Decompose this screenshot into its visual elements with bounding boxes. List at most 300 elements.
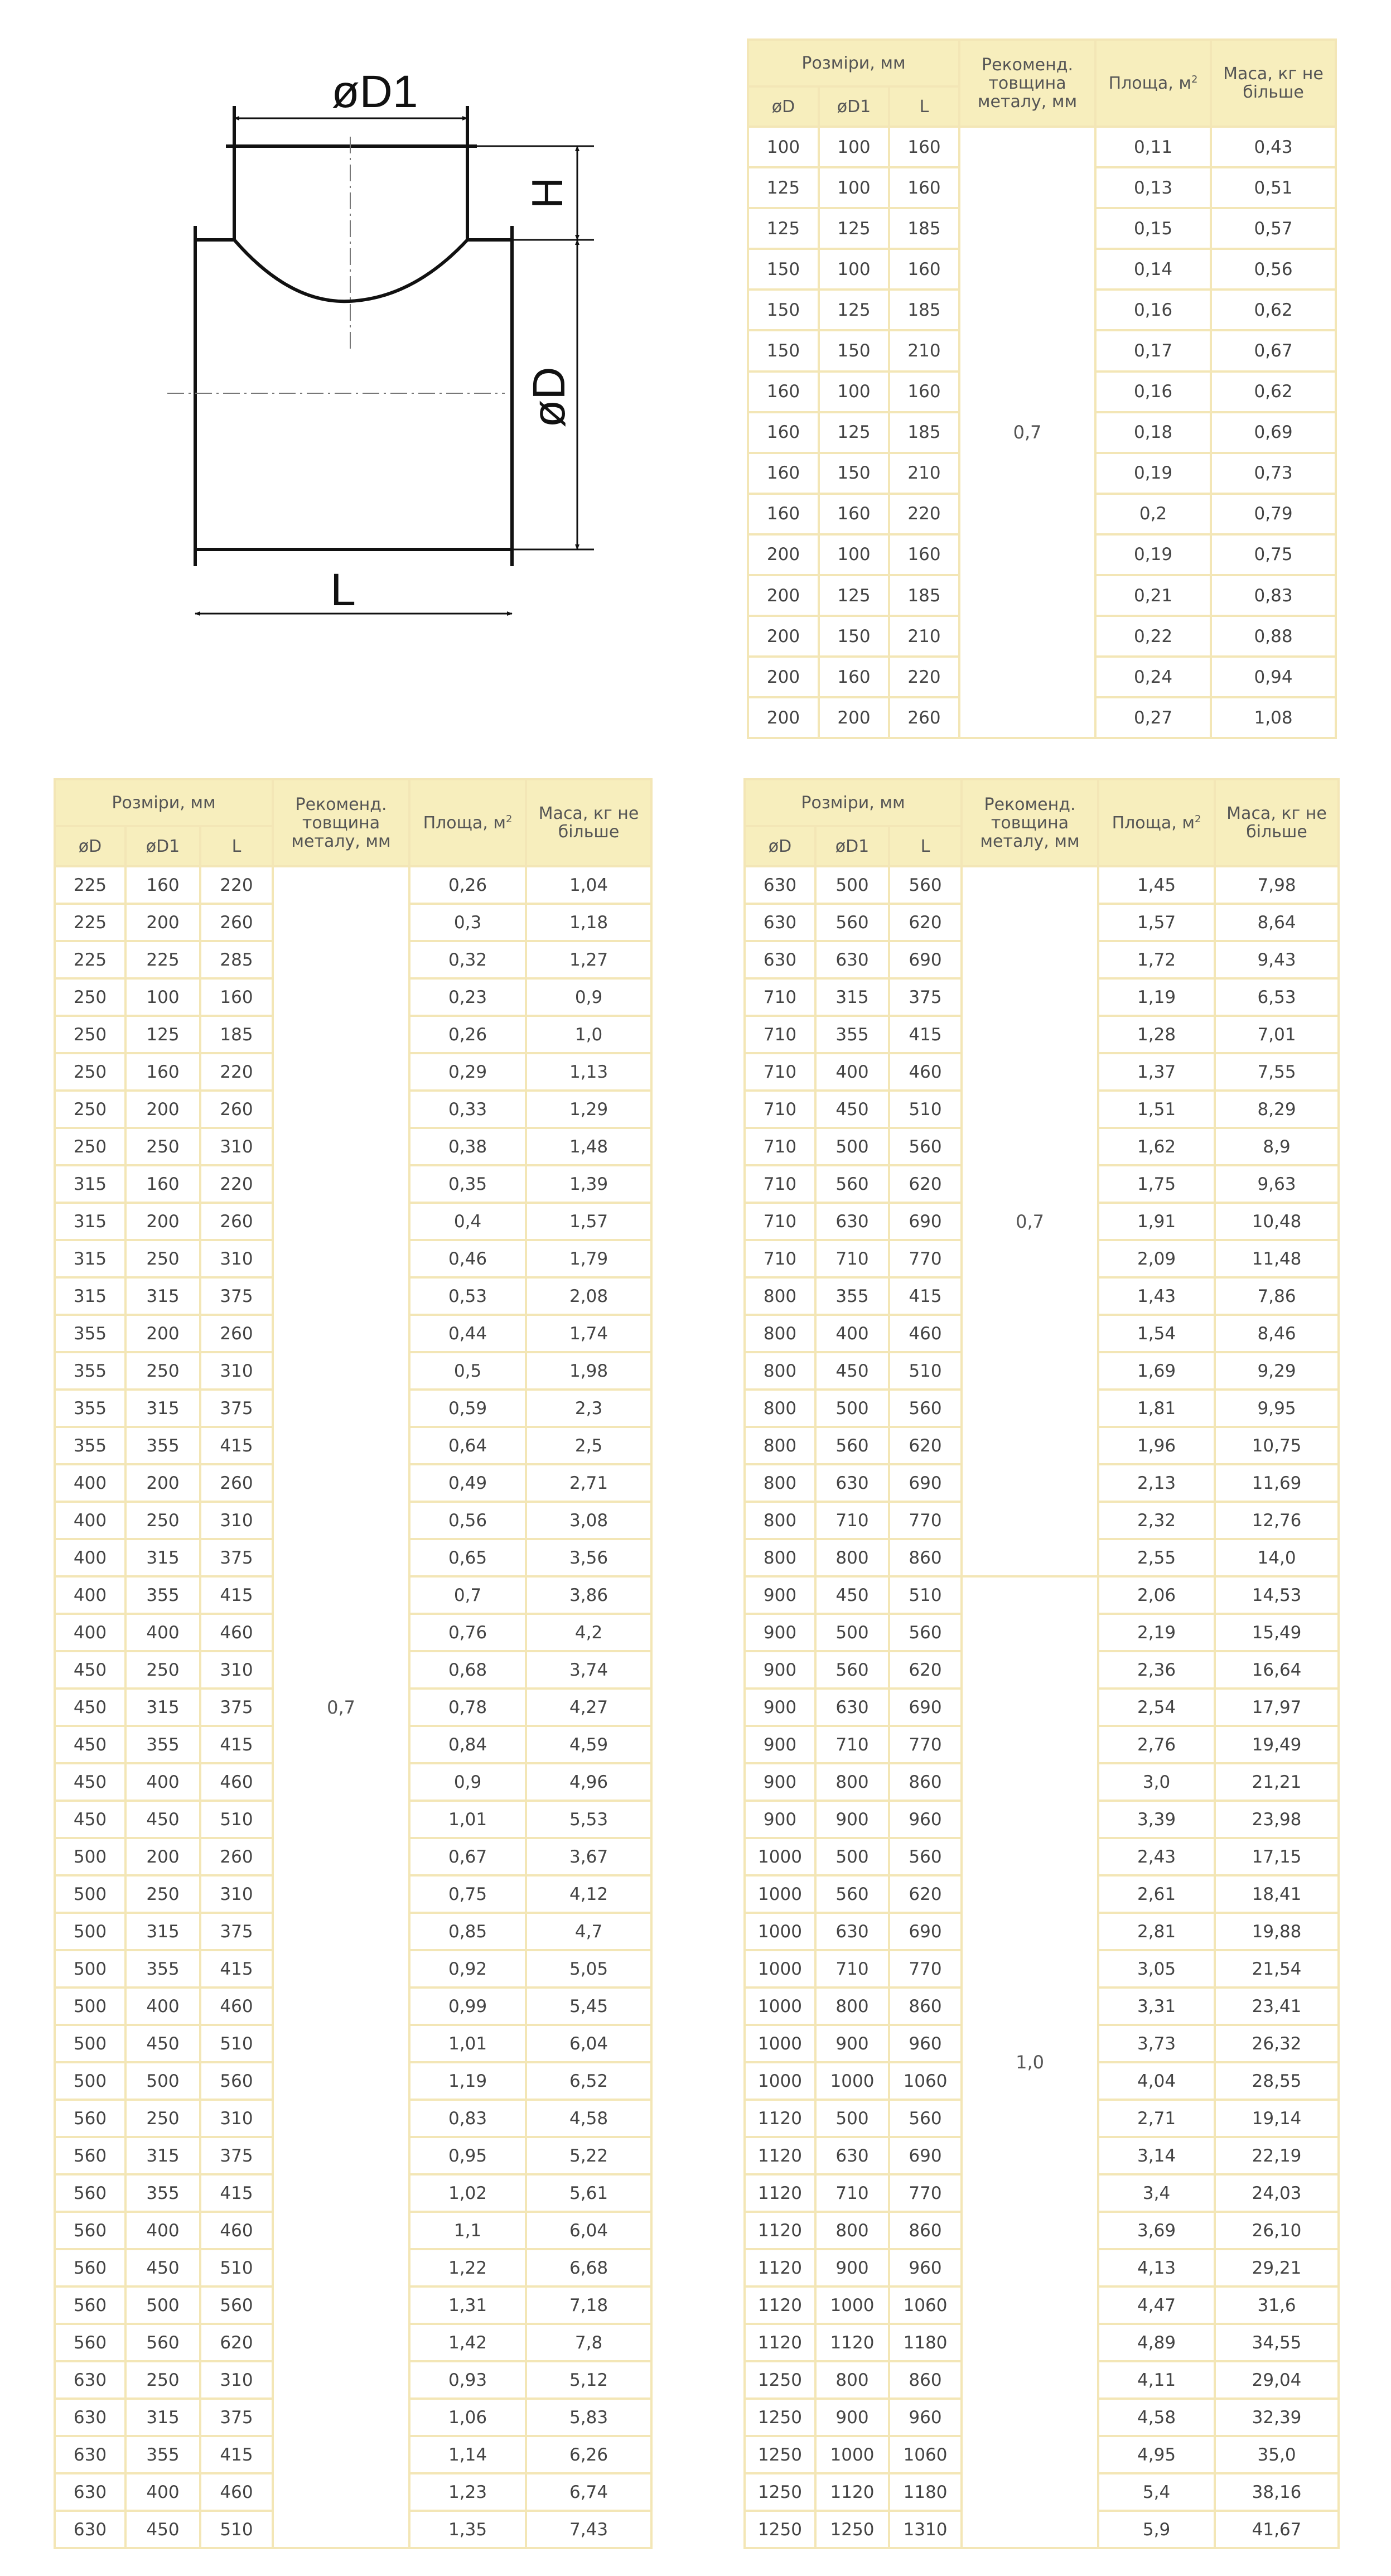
cell-d: 800: [745, 1352, 815, 1390]
cell-d1: 225: [125, 941, 200, 978]
cell-area: 0,5: [409, 1352, 526, 1390]
cell-mass: 18,41: [1215, 1875, 1339, 1913]
d-header: øD: [55, 826, 125, 866]
cell-d1: 560: [815, 1427, 889, 1464]
cell-area: 2,06: [1098, 1576, 1215, 1614]
cell-area: 0,56: [409, 1502, 526, 1539]
cell-area: 0,29: [409, 1053, 526, 1091]
cell-d1: 1120: [815, 2324, 889, 2361]
cell-d1: 315: [125, 1913, 200, 1950]
cell-d: 1000: [745, 1988, 815, 2025]
cell-mass: 24,03: [1215, 2174, 1339, 2212]
cell-d: 800: [745, 1390, 815, 1427]
cell-mass: 4,7: [526, 1913, 651, 1950]
cell-d1: 800: [815, 1763, 889, 1801]
cell-d: 1120: [745, 2249, 815, 2286]
cell-l: 510: [889, 1576, 962, 1614]
tee-fitting-drawing: [0, 0, 725, 725]
cell-mass: 0,88: [1211, 616, 1336, 657]
d1-header: øD1: [819, 86, 889, 127]
cell-area: 0,49: [409, 1464, 526, 1502]
cell-d: 630: [745, 866, 815, 904]
cell-area: 3,0: [1098, 1763, 1215, 1801]
cell-l: 960: [889, 2399, 962, 2436]
branch-pipe-outline: [226, 106, 477, 240]
cell-area: 1,54: [1098, 1315, 1215, 1352]
cell-area: 0,16: [1095, 290, 1211, 330]
cell-mass: 11,69: [1215, 1464, 1339, 1502]
cell-l: 860: [889, 1988, 962, 2025]
cell-l: 510: [200, 2511, 273, 2548]
cell-l: 510: [200, 2249, 273, 2286]
cell-mass: 29,21: [1215, 2249, 1339, 2286]
cell-area: 0,92: [409, 1950, 526, 1988]
cell-area: 0,19: [1095, 534, 1211, 575]
cell-d: 355: [55, 1315, 125, 1352]
cell-area: 2,19: [1098, 1614, 1215, 1651]
cell-d1: 315: [815, 978, 889, 1016]
cell-l: 375: [200, 1277, 273, 1315]
cell-d1: 200: [125, 1315, 200, 1352]
cell-mass: 3,86: [526, 1576, 651, 1614]
cell-mass: 6,74: [526, 2473, 651, 2511]
cell-d1: 560: [815, 1651, 889, 1689]
cell-l: 160: [889, 372, 959, 412]
cell-mass: 0,57: [1211, 208, 1336, 249]
cell-d1: 125: [819, 290, 889, 330]
cell-mass: 4,58: [526, 2100, 651, 2137]
cell-area: 0,76: [409, 1614, 526, 1651]
cell-d1: 500: [815, 1614, 889, 1651]
cell-area: 0,95: [409, 2137, 526, 2174]
cell-area: 2,32: [1098, 1502, 1215, 1539]
cell-mass: 8,64: [1215, 904, 1339, 941]
main-body-outline: [195, 226, 512, 566]
cell-l: 375: [200, 1689, 273, 1726]
cell-d1: 355: [125, 1576, 200, 1614]
cell-d1: 355: [125, 1726, 200, 1763]
cell-area: 1,01: [409, 2025, 526, 2062]
cell-d: 560: [55, 2286, 125, 2324]
cell-mass: 23,98: [1215, 1801, 1339, 1838]
table-row: [745, 1576, 1339, 1614]
area-header: Площа, $м^2$: [1098, 779, 1215, 866]
cell-d1: 315: [125, 1277, 200, 1315]
cell-mass: 15,49: [1215, 1614, 1339, 1651]
cell-d: 160: [748, 494, 819, 534]
cell-l: 460: [200, 2212, 273, 2249]
cell-d1: 560: [815, 1165, 889, 1203]
cell-d: 900: [745, 1614, 815, 1651]
cell-mass: 3,74: [526, 1651, 651, 1689]
cell-area: 1,31: [409, 2286, 526, 2324]
label-d1: øD1: [331, 66, 418, 117]
cell-l: 960: [889, 1801, 962, 1838]
cell-d1: 160: [125, 866, 200, 904]
cell-mass: 1,79: [526, 1240, 651, 1277]
cell-area: 4,58: [1098, 2399, 1215, 2436]
cell-mass: 10,75: [1215, 1427, 1339, 1464]
cell-d1: 900: [815, 2399, 889, 2436]
cell-d: 225: [55, 904, 125, 941]
cell-l: 220: [200, 866, 273, 904]
cell-d1: 710: [815, 1502, 889, 1539]
cell-d1: 160: [819, 494, 889, 534]
cell-l: 210: [889, 453, 959, 494]
cell-l: 860: [889, 2361, 962, 2399]
cell-l: 285: [200, 941, 273, 978]
cell-d1: 400: [125, 2212, 200, 2249]
cell-d: 1120: [745, 2100, 815, 2137]
cell-area: 0,11: [1095, 127, 1211, 167]
cell-l: 415: [200, 2174, 273, 2212]
cell-d: 560: [55, 2174, 125, 2212]
cell-d1: 1000: [815, 2436, 889, 2473]
cell-d1: 100: [125, 978, 200, 1016]
cell-d: 800: [745, 1427, 815, 1464]
cell-mass: 0,94: [1211, 657, 1336, 697]
cell-l: 690: [889, 1913, 962, 1950]
cell-mass: 7,18: [526, 2286, 651, 2324]
cell-area: 4,11: [1098, 2361, 1215, 2399]
cell-d1: 800: [815, 2212, 889, 2249]
cell-d: 1000: [745, 2025, 815, 2062]
cell-d: 630: [55, 2511, 125, 2548]
cell-mass: 29,04: [1215, 2361, 1339, 2399]
cell-mass: 1,27: [526, 941, 651, 978]
cell-mass: 6,68: [526, 2249, 651, 2286]
cell-mass: 1,74: [526, 1315, 651, 1352]
thickness-header: Рекоменд. товщина металу, мм: [959, 40, 1095, 127]
cell-d: 200: [748, 697, 819, 738]
cell-area: 1,37: [1098, 1053, 1215, 1091]
cell-mass: 6,52: [526, 2062, 651, 2100]
cell-d1: 160: [125, 1165, 200, 1203]
cell-d: 500: [55, 1913, 125, 1950]
cell-d1: 250: [125, 1240, 200, 1277]
cell-d: 630: [55, 2436, 125, 2473]
cell-d1: 100: [819, 167, 889, 208]
cell-area: 0,23: [409, 978, 526, 1016]
cell-d: 450: [55, 1689, 125, 1726]
cell-area: 2,43: [1098, 1838, 1215, 1875]
cell-l: 510: [200, 1801, 273, 1838]
cell-area: 0,19: [1095, 453, 1211, 494]
cell-d: 500: [55, 1875, 125, 1913]
d-header: øD: [748, 86, 819, 127]
cell-mass: 5,22: [526, 2137, 651, 2174]
cell-d1: 355: [815, 1277, 889, 1315]
cell-d: 1120: [745, 2324, 815, 2361]
cell-d1: 630: [815, 1203, 889, 1240]
cell-mass: 0,67: [1211, 330, 1336, 371]
cell-l: 1180: [889, 2324, 962, 2361]
cell-d: 1000: [745, 2062, 815, 2100]
cell-d1: 250: [125, 1502, 200, 1539]
cell-thickness: 1,0: [962, 1576, 1098, 2548]
cell-area: 0,18: [1095, 412, 1211, 453]
cell-d: 315: [55, 1240, 125, 1277]
cell-area: 2,81: [1098, 1913, 1215, 1950]
cell-l: 220: [889, 494, 959, 534]
cell-l: 260: [200, 1315, 273, 1352]
cell-d1: 500: [125, 2286, 200, 2324]
cell-d1: 355: [125, 1950, 200, 1988]
cell-d1: 500: [125, 2062, 200, 2100]
cell-d1: 800: [815, 1539, 889, 1576]
cell-l: 560: [200, 2062, 273, 2100]
cell-d1: 1000: [815, 2286, 889, 2324]
cell-area: 0,26: [409, 1016, 526, 1053]
cell-l: 620: [889, 1165, 962, 1203]
cell-mass: 11,48: [1215, 1240, 1339, 1277]
cell-d1: 250: [125, 1875, 200, 1913]
cell-d1: 500: [815, 2100, 889, 2137]
cell-mass: 4,2: [526, 1614, 651, 1651]
cell-mass: 21,21: [1215, 1763, 1339, 1801]
cell-area: 4,89: [1098, 2324, 1215, 2361]
cell-d1: 200: [125, 1838, 200, 1875]
cell-l: 415: [200, 1576, 273, 1614]
cell-area: 1,81: [1098, 1390, 1215, 1427]
cell-area: 1,22: [409, 2249, 526, 2286]
cell-l: 310: [200, 1128, 273, 1165]
cell-area: 0,38: [409, 1128, 526, 1165]
area-header: Площа, $м^2$: [409, 779, 526, 866]
cell-l: 210: [889, 330, 959, 371]
cell-d: 400: [55, 1464, 125, 1502]
cell-mass: 8,9: [1215, 1128, 1339, 1165]
cell-d1: 200: [125, 1091, 200, 1128]
cell-mass: 23,41: [1215, 1988, 1339, 2025]
cell-mass: 7,8: [526, 2324, 651, 2361]
cell-d1: 500: [815, 866, 889, 904]
cell-d1: 710: [815, 1240, 889, 1277]
cell-mass: 28,55: [1215, 2062, 1339, 2100]
cell-l: 185: [889, 412, 959, 453]
cell-d1: 630: [815, 941, 889, 978]
cell-l: 620: [889, 1427, 962, 1464]
cell-area: 0,78: [409, 1689, 526, 1726]
cell-mass: 26,32: [1215, 2025, 1339, 2062]
cell-mass: 41,67: [1215, 2511, 1339, 2548]
cell-d1: 500: [815, 1128, 889, 1165]
cell-mass: 14,53: [1215, 1576, 1339, 1614]
cell-d: 560: [55, 2137, 125, 2174]
cell-area: 1,23: [409, 2473, 526, 2511]
cell-l: 620: [200, 2324, 273, 2361]
center-lines: [167, 137, 505, 393]
cell-d: 800: [745, 1277, 815, 1315]
cell-l: 460: [889, 1315, 962, 1352]
cell-area: 0,33: [409, 1091, 526, 1128]
cell-l: 185: [200, 1016, 273, 1053]
cell-mass: 5,83: [526, 2399, 651, 2436]
cell-area: 3,39: [1098, 1801, 1215, 1838]
cell-area: 0,2: [1095, 494, 1211, 534]
cell-l: 260: [200, 1203, 273, 1240]
thickness-header: Рекоменд. товщина металу, мм: [962, 779, 1098, 866]
cell-area: 1,14: [409, 2436, 526, 2473]
cell-area: 2,36: [1098, 1651, 1215, 1689]
cell-d1: 500: [815, 1390, 889, 1427]
cell-d: 1250: [745, 2399, 815, 2436]
cell-d1: 315: [125, 1539, 200, 1576]
cell-d1: 1250: [815, 2511, 889, 2548]
cell-mass: 3,67: [526, 1838, 651, 1875]
cell-mass: 0,43: [1211, 127, 1336, 167]
cell-mass: 19,14: [1215, 2100, 1339, 2137]
cell-d: 710: [745, 1016, 815, 1053]
cell-d: 1120: [745, 2212, 815, 2249]
cell-l: 770: [889, 1502, 962, 1539]
cell-d: 150: [748, 249, 819, 290]
cell-d: 500: [55, 1988, 125, 2025]
cell-area: 0,65: [409, 1539, 526, 1576]
cell-area: 3,73: [1098, 2025, 1215, 2062]
cell-d1: 1000: [815, 2062, 889, 2100]
cell-mass: 0,73: [1211, 453, 1336, 494]
cell-d: 1250: [745, 2436, 815, 2473]
cell-area: 1,75: [1098, 1165, 1215, 1203]
cell-mass: 2,5: [526, 1427, 651, 1464]
cell-l: 260: [200, 1091, 273, 1128]
cell-l: 160: [200, 978, 273, 1016]
cell-d1: 315: [125, 2399, 200, 2436]
cell-l: 1060: [889, 2286, 962, 2324]
cell-area: 1,57: [1098, 904, 1215, 941]
cell-l: 620: [889, 1875, 962, 1913]
cell-area: 2,55: [1098, 1539, 1215, 1576]
cell-d: 1000: [745, 1838, 815, 1875]
cell-d1: 630: [815, 1913, 889, 1950]
cell-mass: 6,53: [1215, 978, 1339, 1016]
cell-l: 375: [200, 1913, 273, 1950]
cell-l: 460: [889, 1053, 962, 1091]
cell-area: 1,91: [1098, 1203, 1215, 1240]
cell-l: 690: [889, 1203, 962, 1240]
cell-area: 3,05: [1098, 1950, 1215, 1988]
cell-l: 860: [889, 2212, 962, 2249]
cell-d: 250: [55, 1091, 125, 1128]
cell-d: 500: [55, 1950, 125, 1988]
cell-d: 900: [745, 1689, 815, 1726]
spec-table-3: [743, 778, 1340, 2549]
cell-l: 375: [200, 2137, 273, 2174]
l-header: L: [889, 826, 962, 866]
cell-area: 0,35: [409, 1165, 526, 1203]
cell-l: 375: [200, 1390, 273, 1427]
cell-d: 355: [55, 1427, 125, 1464]
cell-d1: 100: [819, 249, 889, 290]
cell-d: 160: [748, 412, 819, 453]
cell-l: 560: [889, 1128, 962, 1165]
cell-l: 185: [889, 290, 959, 330]
spec-table-1: [747, 38, 1337, 739]
cell-area: 2,76: [1098, 1726, 1215, 1763]
cell-area: 3,4: [1098, 2174, 1215, 2212]
cell-d1: 450: [125, 1801, 200, 1838]
cell-area: 0,4: [409, 1203, 526, 1240]
cell-mass: 1,48: [526, 1128, 651, 1165]
sizes-header: Розміри, мм: [748, 40, 959, 86]
cell-mass: 5,45: [526, 1988, 651, 2025]
cell-mass: 0,69: [1211, 412, 1336, 453]
cell-mass: 21,54: [1215, 1950, 1339, 1988]
cell-l: 1310: [889, 2511, 962, 2548]
cell-mass: 10,48: [1215, 1203, 1339, 1240]
cell-l: 160: [889, 167, 959, 208]
cell-mass: 0,51: [1211, 167, 1336, 208]
cell-area: 1,42: [409, 2324, 526, 2361]
cell-mass: 5,12: [526, 2361, 651, 2399]
cell-d1: 450: [815, 1576, 889, 1614]
cell-area: 1,1: [409, 2212, 526, 2249]
cell-d: 900: [745, 1726, 815, 1763]
cell-mass: 8,46: [1215, 1315, 1339, 1352]
cell-d1: 200: [125, 1203, 200, 1240]
cell-mass: 7,86: [1215, 1277, 1339, 1315]
cell-l: 690: [889, 2137, 962, 2174]
cell-mass: 16,64: [1215, 1651, 1339, 1689]
table-row: [748, 127, 1336, 167]
cell-l: 1060: [889, 2436, 962, 2473]
cell-d: 710: [745, 978, 815, 1016]
d1-header: øD1: [125, 826, 200, 866]
label-h: H: [523, 177, 572, 209]
cell-area: 5,4: [1098, 2473, 1215, 2511]
cell-area: 0,93: [409, 2361, 526, 2399]
cell-d: 900: [745, 1763, 815, 1801]
cell-mass: 32,39: [1215, 2399, 1339, 2436]
cell-l: 690: [889, 1689, 962, 1726]
cell-d1: 560: [815, 904, 889, 941]
cell-area: 2,54: [1098, 1689, 1215, 1726]
cell-l: 690: [889, 1464, 962, 1502]
cell-mass: 1,39: [526, 1165, 651, 1203]
cell-mass: 4,96: [526, 1763, 651, 1801]
cell-d1: 150: [819, 330, 889, 371]
cell-l: 415: [889, 1016, 962, 1053]
cell-d1: 125: [819, 575, 889, 616]
cell-area: 0,3: [409, 904, 526, 941]
cell-l: 1180: [889, 2473, 962, 2511]
cell-l: 460: [200, 2473, 273, 2511]
cell-d: 250: [55, 1053, 125, 1091]
cell-mass: 0,62: [1211, 372, 1336, 412]
cell-mass: 2,71: [526, 1464, 651, 1502]
cell-area: 0,13: [1095, 167, 1211, 208]
cell-d: 450: [55, 1801, 125, 1838]
cell-l: 860: [889, 1763, 962, 1801]
cell-mass: 4,59: [526, 1726, 651, 1763]
cell-d: 315: [55, 1277, 125, 1315]
cell-d1: 160: [819, 657, 889, 697]
cell-d: 900: [745, 1801, 815, 1838]
cell-d: 150: [748, 290, 819, 330]
cell-d1: 355: [125, 1427, 200, 1464]
cell-d1: 900: [815, 2249, 889, 2286]
cell-mass: 1,13: [526, 1053, 651, 1091]
cell-d1: 710: [815, 2174, 889, 2212]
cell-d: 1000: [745, 1875, 815, 1913]
cell-area: 1,19: [1098, 978, 1215, 1016]
cell-thickness: 0,7: [959, 127, 1095, 738]
cell-d: 250: [55, 1128, 125, 1165]
cell-l: 185: [889, 575, 959, 616]
cell-d1: 315: [125, 1689, 200, 1726]
cell-l: 770: [889, 1240, 962, 1277]
